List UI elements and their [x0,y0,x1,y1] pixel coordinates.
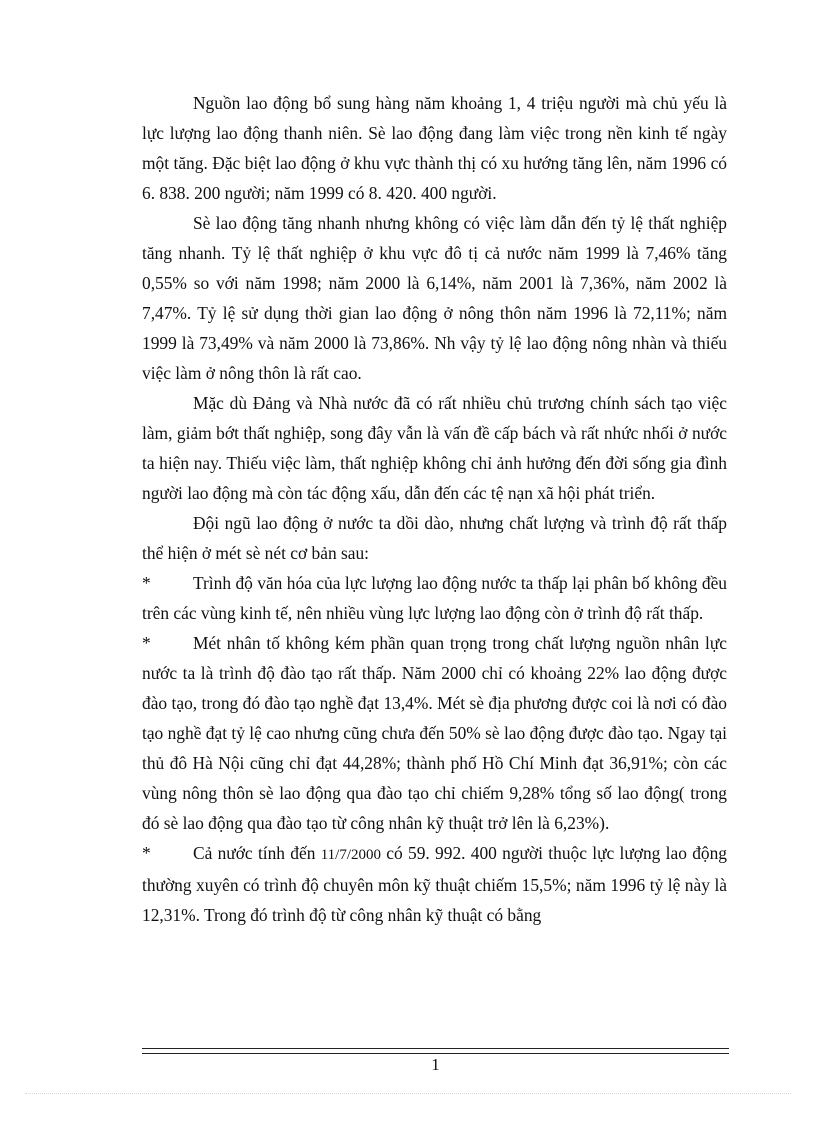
paragraph: Nguồn lao động bổ sung hàng năm khoảng 1, 4 triệu người mà chủ yếu là lực lượng lao động thanh niên. Sè lao động đang làm việc trong nền kinh tế ngày một tăng. Đặc biệt lao động ở khu vực thành thị có xu hướng tăng lên, năm 1996 có 6. 838. 200 người; năm 1999 có 8. 420. 400 người. [142,93,727,203]
bullet-item [142,838,727,930]
page-number: 1 [431,1055,440,1074]
bullet-text: Mét nhân tố không kém phần quan trọng trong chất lượng nguồn nhân lực nước ta là trình độ đào tạo rất thấp. Năm 2000 chỉ có khoảng 22% lao động được đào tạo, trong đó đào tạo nghề đạt 13,4%. Mét sè địa phương được coi là nơi có đào tạo nghề đạt tỷ lệ cao nhưng cũng chưa đến 50% sè lao động được đào tạo. Ngay tại thủ đô Hà Nội cũng chỉ đạt 44,28%; thành phố Hồ Chí Minh đạt 36,91%; còn các vùng nông thôn sè lao động qua đào tạo chỉ chiếm 9,28% tổng số lao động( trong đó sè lao động qua đào tạo từ công nhân kỹ thuật trở lên là 6,23%). [142,633,727,833]
bullet-marker: * [142,633,151,653]
date-text: 11/7/2000 [320,847,381,863]
bullet-item [142,568,727,628]
paragraph: Mặc dù Đảng và Nhà nước đã có rất nhiều chủ trương chính sách tạo việc làm, giảm bớt thất nghiệp, song đây vẫn là vấn đề cấp bách và rất nhức nhối ở nước ta hiện nay. Thiếu việc làm, thất nghiệp không chỉ ảnh hưởng đến đời sống gia đình người lao động mà còn tác động xấu, dẫn đến các tệ nạn xã hội phát triển. [142,393,727,503]
bullet-text: có 59. 992. 400 người thuộc lực lượng lao động thường xuyên có trình độ chuyên môn kỹ thuật chiếm 15,5%; năm 1996 tỷ lệ này là 12,31%. Trong đó trình độ từ công nhân kỹ thuật có bằng [142,843,727,925]
bullet-marker: * [142,573,151,593]
paragraph: Sè lao động tăng nhanh nhưng không có việc làm dẫn đến tỷ lệ thất nghiệp tăng nhanh. Tỷ lệ thất nghiệp ở khu vực đô tị cả nước năm 1999 là 7,46% tăng 0,55% so với năm 1998; năm 2000 là 6,14%, năm 2001 là 7,36%, năm 2002 là 7,47%. Tỷ lệ sử dụng thời gian lao động ở nông thôn năm 1996 là 72,11%; năm 1999 là 73,49% và năm 2000 là 73,86%. Nh vậy tỷ lệ lao động nông nhàn và thiếu việc làm ở nông thôn là rất cao. [142,213,727,383]
bullet-text: Trình độ văn hóa của lực lượng lao động nước ta thấp lại phân bố không đều trên các vùng kinh tế, nên nhiều vùng lực lượng lao động còn ở trình độ rất thấp. [142,573,727,623]
bullet-item [142,628,727,838]
document-body [142,88,727,930]
paragraph: Đội ngũ lao động ở nước ta dồi dào, nhưng chất lượng và trình độ rất thấp thể hiện ở mét sè nét cơ bản sau: [142,513,727,563]
bullet-text: Cả nước tính đến [193,843,321,863]
page-boundary [25,1093,791,1094]
bullet-marker: * [142,843,151,863]
